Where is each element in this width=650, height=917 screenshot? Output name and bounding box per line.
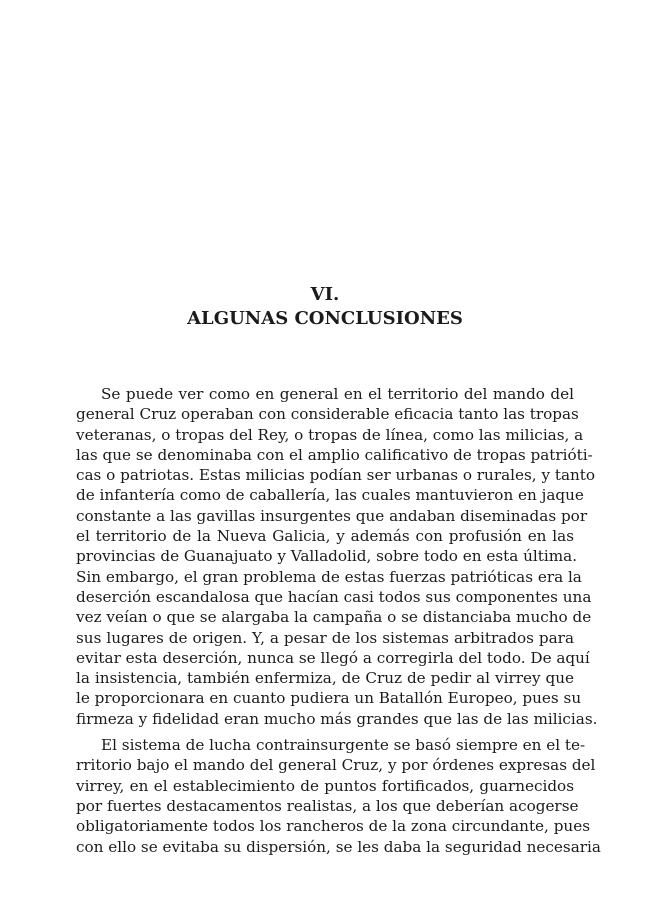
- paragraph: [76, 735, 601, 857]
- chapter-number: VI.: [310, 284, 340, 305]
- chapter-heading: [0, 283, 650, 331]
- text-line: deserción escandalosa que hacían casi todos sus componentes una: [76, 587, 592, 606]
- paragraph: [76, 384, 598, 729]
- text-line: Se puede ver como en general en el territorio del mando del: [101, 385, 574, 403]
- text-line: constante a las gavillas insurgentes que andaban diseminadas por: [76, 506, 588, 525]
- text-line: virrey, en el establecimiento de puntos fortificados, guarnecidos: [76, 776, 574, 795]
- text-line: sus lugares de origen. Y, a pesar de los sistemas arbitrados para: [76, 628, 574, 647]
- text-line: vez veían o que se alargaba la campaña o se distanciaba mucho de: [76, 608, 592, 627]
- text-line: de infantería como de caballería, las cuales mantuvieron en jaque: [76, 486, 584, 505]
- text-line: evitar esta deserción, nunca se llegó a corregirla del todo. De aquí: [76, 648, 590, 667]
- text-line: El sistema de lucha contrainsurgente se basó siempre en el te-: [101, 736, 586, 755]
- text-line: Sin embargo, el gran problema de estas fuerzas patrióticas era la: [76, 567, 582, 586]
- text-line: por fuertes destacamentos realistas, a los que deberían acogerse: [76, 796, 579, 815]
- text-line: le proporcionara en cuanto pudiera un Batallón Europeo, pues su: [76, 689, 582, 708]
- text-line: cas o patriotas. Estas milicias podían ser urbanas o rurales, y tanto: [76, 466, 596, 485]
- text-line: veteranas, o tropas del Rey, o tropas de línea, como las milicias, a: [76, 425, 584, 444]
- text-line: general Cruz operaban con considerable eficacia tanto las tropas: [76, 405, 579, 424]
- text-line: firmeza y fidelidad eran mucho más grandes que las de las milicias.: [76, 709, 598, 728]
- text-line: el territorio de la Nueva Galicia, y además con profusión en las: [76, 527, 574, 546]
- text-line: la insistencia, también enfermiza, de Cruz de pedir al virrey que: [76, 669, 574, 688]
- text-line: rritorio bajo el mando del general Cruz, y por órdenes expresas del: [76, 756, 596, 775]
- chapter-title: ALGUNAS CONCLUSIONES: [187, 308, 463, 329]
- text-line: las que se denominaba con el amplio calificativo de tropas patrióti-: [76, 445, 593, 464]
- text-line: con ello se evitaba su dispersión, se les daba la seguridad necesaria: [76, 837, 601, 856]
- text-line: obligatoriamente todos los rancheros de la zona circundante, pues: [76, 817, 590, 836]
- text-line: provincias de Guanajuato y Valladolid, sobre todo en esta última.: [76, 547, 578, 566]
- body-text: [76, 384, 601, 857]
